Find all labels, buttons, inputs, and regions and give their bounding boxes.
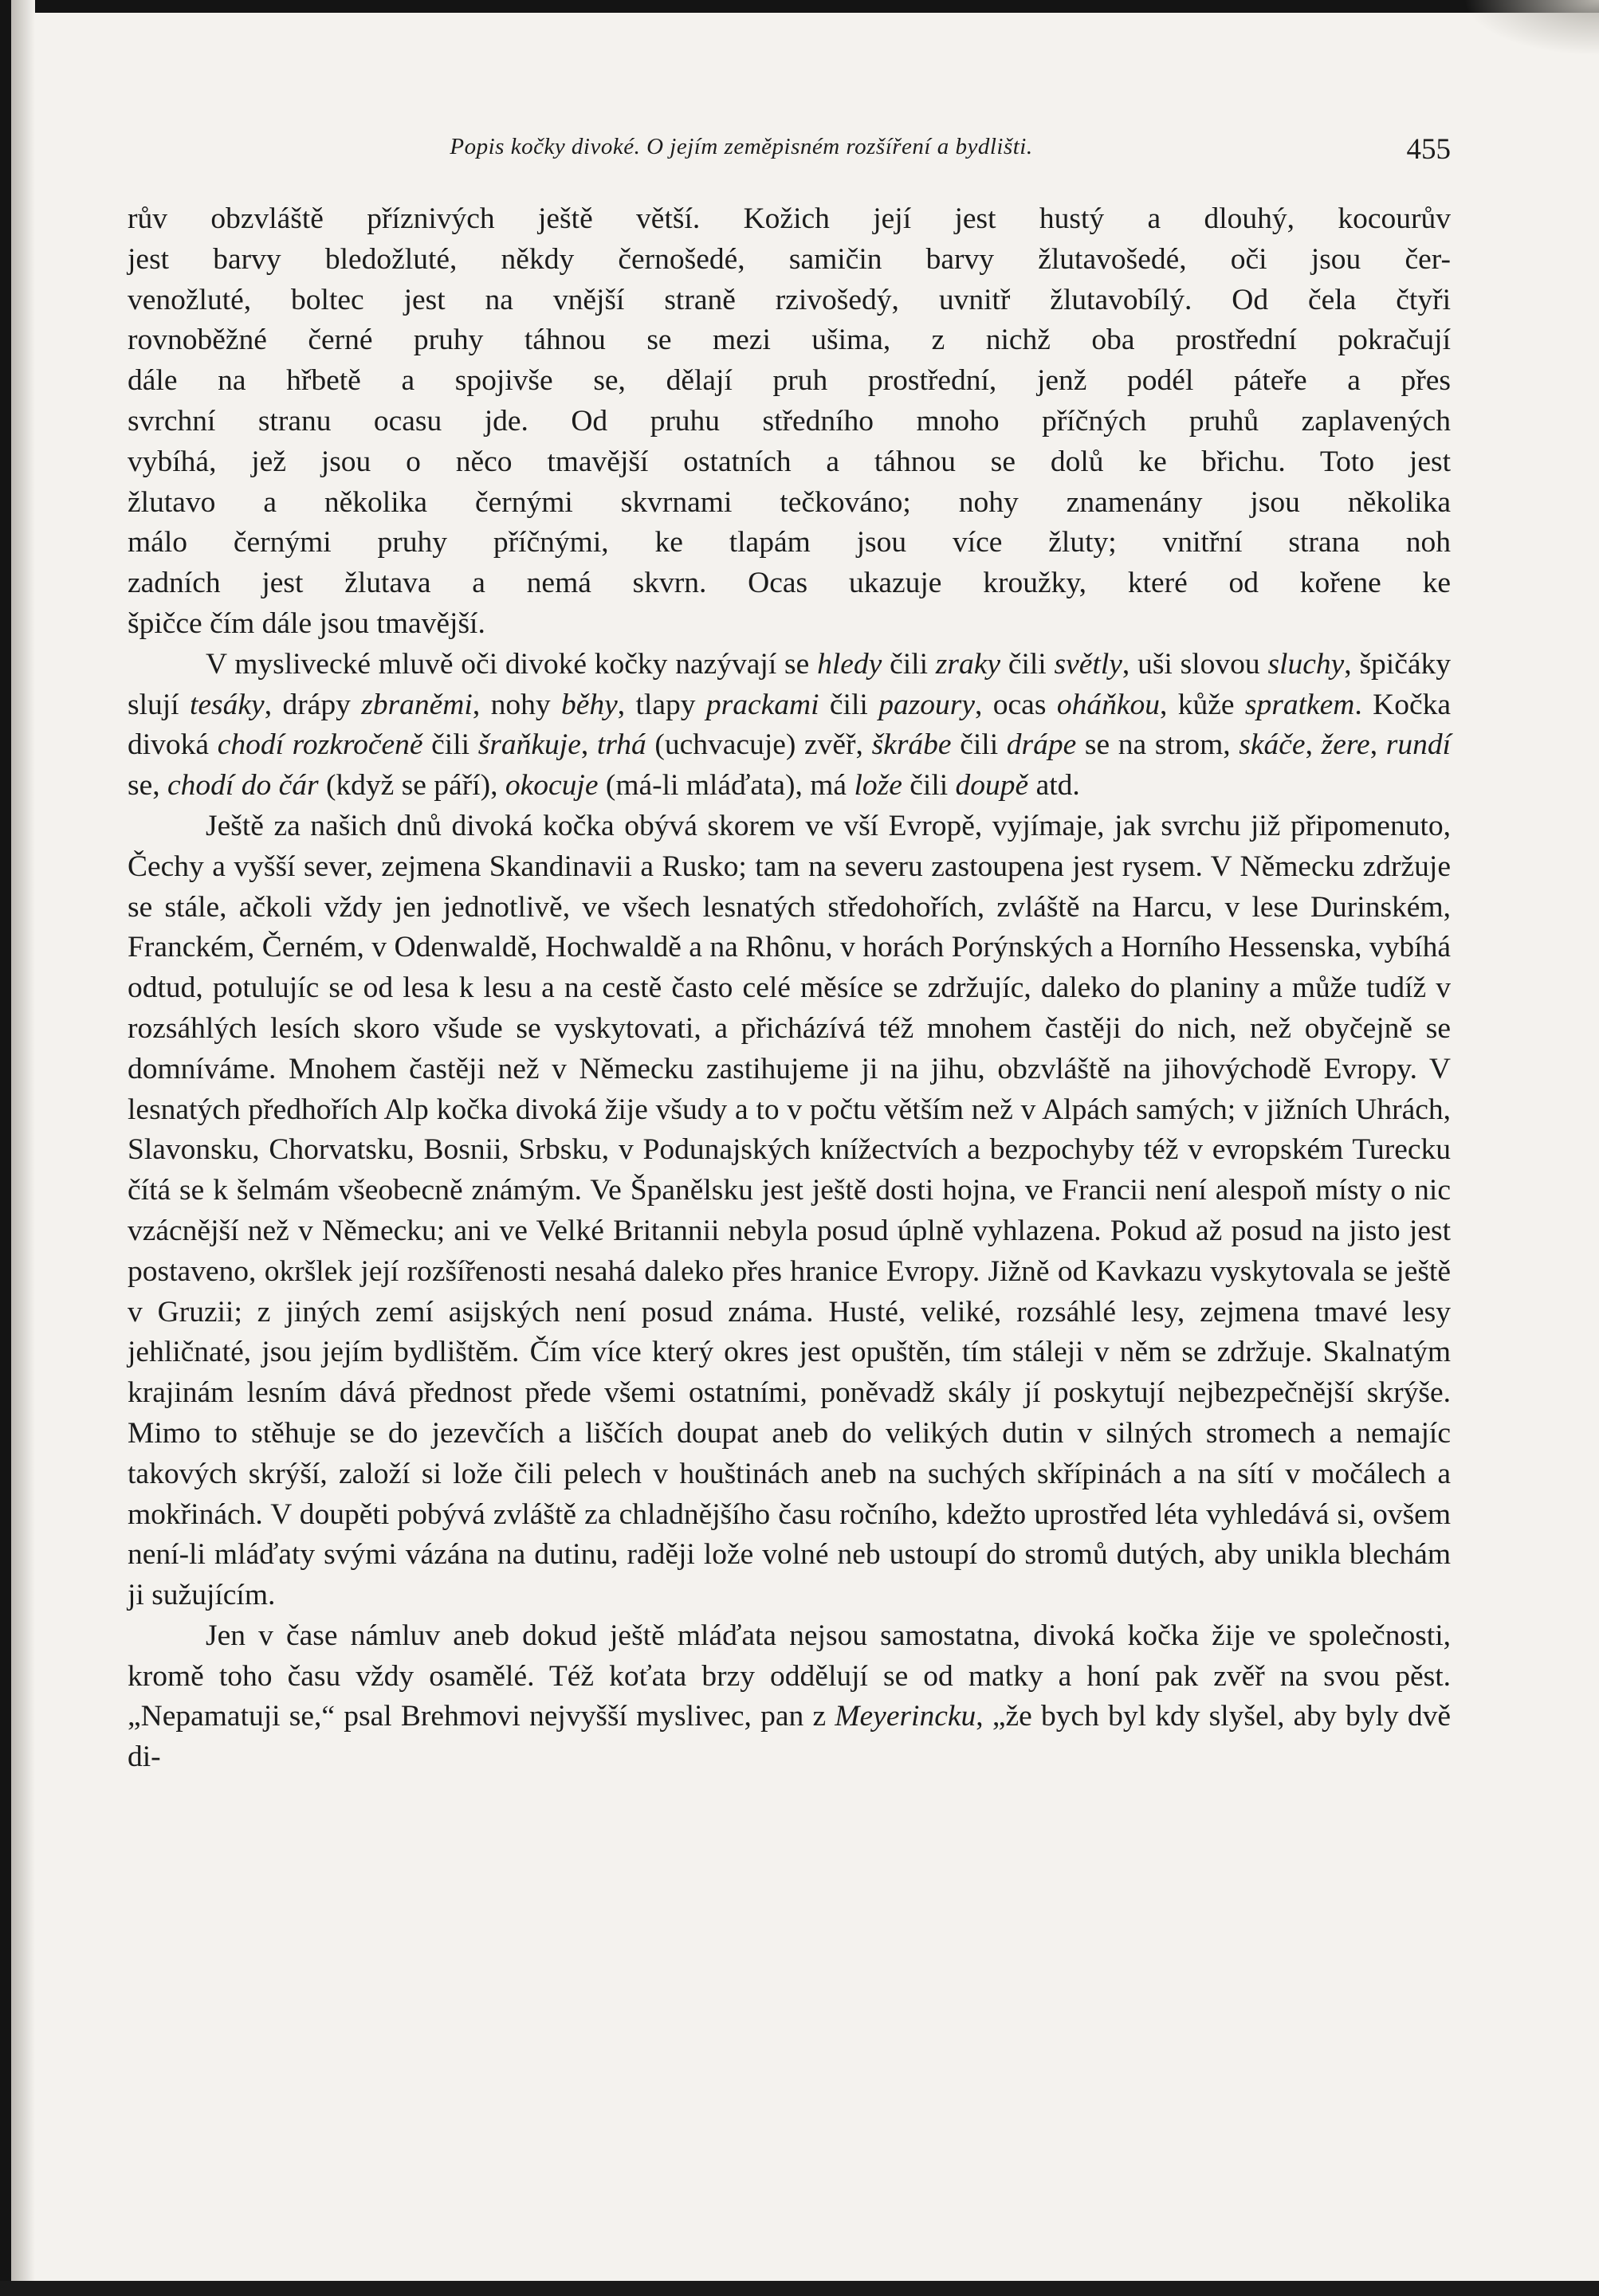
italic-term: tesáky bbox=[189, 688, 265, 721]
text-run: , bbox=[1305, 728, 1322, 762]
italic-term: světly bbox=[1054, 647, 1122, 681]
italic-term: rundí bbox=[1385, 728, 1451, 762]
text-run: , tlapy bbox=[617, 688, 706, 721]
paragraph-distribution: Ještě za našich dnů divoká kočka obývá skorem ve vší Evropě, vyjímaje, jak svrchu již připomenuto, Čechy a vyšší sever, zejmena Skandinavii a Rusko; tam na severu zastoupena jest rysem. V Německu zdržuje se stále, ačkoli vždy jen jednotlivě, ve všech lesnatých středohořích, zvláště na Harcu, v lese Durinském, Franckém, Černém, v Odenwaldě, Hochwaldě a na Rhônu, v horách Porýnských a Horního Hessenska, vybíhá odtud, potulujíc se od lesa k lesu a na cestě často celé měsíce se zdržujíc, daleko do planiny a může tudíž v rozsáhlých lesích skoro všude se vyskytovati, a přicházívá též mnohem častěji do nich, než obyčejně se domníváme. Mnohem častěji než v Německu zastihujeme ji na jihu, obzvláště na jihovýchodě Evropy. V lesnatých předhořích Alp kočka divoká žije všudy a to v počtu větším než v Alpách samých; v jižních Uhrách, Slavonsku, Chorvatsku, Bosnii, Srbsku, v Podunajských knížectvích a bezpochyby též v evropském Turecku čítá se k šelmám všeobecně známým. Ve Španělsku jest ještě dosti hojna, ve Francii není alespoň místy o nic vzácnější než v Německu; ani ve Velké Britannii nebyla posud úplně vyhlazena. Pokud až posud na jisto jest postaveno, okršlek její rozšířenosti nesahá daleko přes hranice Evropy. Jižně od Kavkazu vyskytovala se ještě v Gruzii; z jiných zemí asijských není posud známa. Husté, veliké, rozsáhlé lesy, zejmena tmavé lesy jehličnaté, jsou jejím bydlištěm. Čím více který okres jest opuštěn, tím stáleji v něm se zdržuje. Skalnatým krajinám lesním dává přednost přede všemi ostatními, poněvadž skály jí poskytují nejbezpečnější skrýše. Mimo to stěhuje se do jezevčích a liščích doupat aneb do velikých dutin v silných stromech a nemajíc takových skrýší, založí si lože čili pelech v houštinách aneb na suchých skřípinách a na sítí v močálech a mokřinách. V doupěti pobývá zvláště za chladnějšího času ročního, kdežto uprostřed léta vyhledává si, ovšem není-li mláďaty svými vázána na dutinu, raději lože volné neb ustoupí do stromů dutých, aby unikla blechám ji sužujícím. bbox=[128, 809, 1451, 1612]
text-run: , bbox=[1369, 728, 1386, 762]
text-run: Jen v čase námluv aneb dokud ještě mláďata nejsou samostatna, divoká kočka žije ve společnosti, kromě toho času vždy osamělé. Též koťata brzy oddělují se od matky a honí pak zvěř na svou pěst. „Nepamatuji se,“ psal Brehmovi nejvyšší myslivec, pan z bbox=[128, 1619, 1451, 1733]
text-line: žlutavo a několika černými skvrnami tečkováno; nohy znamenány jsou několika bbox=[128, 485, 1451, 519]
italic-term: okocuje bbox=[505, 769, 599, 803]
text-line: rův obzvláště příznivých ještě větší. Kožich její jest hustý a dlouhý, kocourův bbox=[128, 202, 1451, 235]
running-title: Popis kočky divoké. O jejím zeměpisném rozšíření a bydlišti. bbox=[450, 134, 1033, 159]
italic-term: žere bbox=[1321, 728, 1370, 762]
italic-term: šraňkuje bbox=[477, 728, 581, 762]
text-line: jest barvy bledožluté, někdy černošedé, samičin barvy žlutavošedé, oči jsou čer- bbox=[128, 242, 1451, 276]
scan-left-edge bbox=[0, 0, 11, 2296]
italic-term: chodí rozkročeně bbox=[217, 728, 423, 762]
italic-term: trhá bbox=[596, 728, 646, 762]
italic-term: oháňkou bbox=[1056, 688, 1160, 721]
page-header bbox=[128, 134, 1451, 174]
scan-bottom-edge bbox=[0, 2281, 1599, 2296]
body-text bbox=[128, 199, 1451, 1778]
text-run: čili bbox=[902, 769, 956, 803]
italic-term: spratkem bbox=[1244, 688, 1355, 721]
text-run: (má-li mláďata), má bbox=[598, 769, 855, 803]
italic-term: drápe bbox=[1006, 728, 1077, 762]
italic-term: zbraněmi bbox=[361, 688, 473, 721]
page-corner-shadow bbox=[1463, 0, 1599, 56]
text-run: čili bbox=[951, 728, 1007, 762]
italic-term: lože bbox=[854, 769, 902, 803]
italic-term: skáče bbox=[1239, 728, 1306, 762]
text-run: (když se páří), bbox=[318, 769, 505, 803]
paragraph-behaviour bbox=[128, 1616, 1451, 1778]
text-line: špičce čím dále jsou tmavější. bbox=[128, 606, 485, 640]
text-line: málo černými pruhy příčnými, ke tlapám jsou více žluty; vnitřní strana noh bbox=[128, 526, 1451, 559]
text-run: atd. bbox=[1028, 769, 1080, 803]
text-run: , nohy bbox=[472, 688, 561, 721]
italic-term: zraky bbox=[935, 647, 1001, 681]
text-run: se na strom, bbox=[1076, 728, 1240, 762]
text-run: čili bbox=[882, 647, 936, 681]
text-run: , uši slovou bbox=[1122, 647, 1268, 681]
text-run: čili bbox=[1000, 647, 1055, 681]
text-run: se, bbox=[128, 769, 167, 803]
italic-term: pazoury bbox=[878, 688, 976, 721]
text-run: , špičáky slují bbox=[128, 647, 1451, 721]
text-run: , bbox=[580, 728, 597, 762]
italic-term: hledy bbox=[817, 647, 882, 681]
text-run: , „že bych byl kdy slyšel, aby byly dvě di- bbox=[128, 1700, 1451, 1774]
page-gutter-shadow bbox=[11, 0, 35, 2296]
text-line: vybíhá, jež jsou o něco tmavější ostatních a táhnou se dolů ke břichu. Toto jest bbox=[128, 445, 1451, 478]
text-run: , ocas bbox=[975, 688, 1057, 721]
text-run: čili bbox=[819, 688, 879, 721]
italic-term: doupě bbox=[955, 769, 1029, 803]
italic-term: škrábe bbox=[871, 728, 952, 762]
paragraph-hunting-terms bbox=[128, 645, 1451, 807]
text-run: V myslivecké mluvě oči divoké kočky nazývají se bbox=[206, 647, 818, 681]
text-line: dále na hřbetě a spojivše se, dělají pruh prostřední, jenž podél páteře a přes bbox=[128, 364, 1451, 398]
italic-term: chodí do čár bbox=[167, 769, 319, 803]
text-run: čili bbox=[422, 728, 478, 762]
scan-top-edge bbox=[0, 0, 1599, 13]
page-number: 455 bbox=[1406, 133, 1451, 166]
text-line: zadních jest žlutava a nemá skvrn. Ocas ukazuje kroužky, které od kořene ke bbox=[128, 567, 1451, 600]
italic-term: prackami bbox=[705, 688, 819, 721]
text-run: , kůže bbox=[1159, 688, 1245, 721]
paragraph-description bbox=[128, 199, 1451, 645]
italic-term: Meyerincku bbox=[835, 1700, 976, 1733]
italic-term: sluchy bbox=[1267, 647, 1345, 681]
text-line: svrchní stranu ocasu jde. Od pruhu středního mnoho příčných pruhů zaplavených bbox=[128, 404, 1451, 438]
text-line: venožluté, boltec jest na vnější straně rzivošedý, uvnitř žlutavobílý. Od čela čtyři bbox=[128, 283, 1451, 316]
text-run: (uchvacuje) zvěř, bbox=[646, 728, 872, 762]
italic-term: běhy bbox=[560, 688, 618, 721]
text-run: , drápy bbox=[264, 688, 362, 721]
text-line: rovnoběžné černé pruhy táhnou se mezi ušima, z nichž oba prostřední pokračují bbox=[128, 324, 1451, 357]
text-run: . Kočka divoká bbox=[128, 688, 1452, 762]
